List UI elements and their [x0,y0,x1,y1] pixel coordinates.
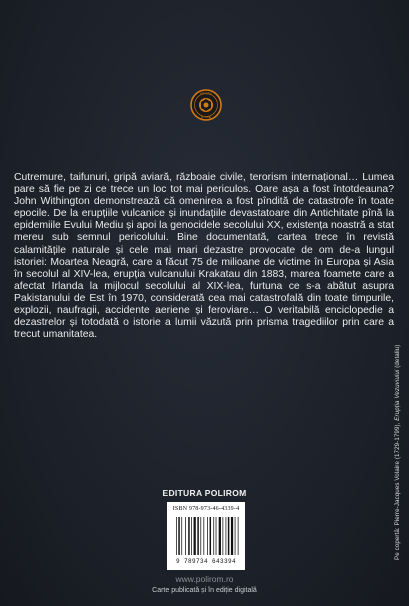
barcode-icon [175,517,239,555]
barcode-panel [167,502,245,570]
credit-suffix: (detaliu) [394,344,401,370]
barcode-digits: 9 789734 643394 [175,558,236,565]
book-description: Cutremure, taifunuri, gripă aviară, războaie civile, terorism internațional… Lumea pare să fie pe zi ce trece un loc tot mai periculos. Oare așa a fost întotdeauna? John Withington demonstrează că omenirea a fost pîndită de catastrofe în toate epocile. De la erupțiile vulcanice și inundațiile devastatoare din Antichitate pînă la epidemiile Evului Mediu și apoi la genocidele secolului XX, existența noastră a stat mereu sub semnul pericolului. Bine documentată, cartea trece în revistă calamitățile naturale și cele mai mari dezastre provocate de om de-a lungul istoriei: Moartea Neagră, care a făcut 75 de milioane de victime în Europa și Asia în secolul al XIV-lea, erupția vulcanului Krakatau din 1883, marea foamete care a afectat Irlanda la mijlocul secolului al XIX-lea, furtuna ce s-a abătut asupra Pakistanului de Est în 1970, considerată cea mai catastrofală din toate timpurile, explozii, naufragii, accidente aeriene și feroviare… O veritabilă enciclopedie a dezastrelor și totodată o istorie a lumii văzută prin prisma tragediilor prin care a trecut umanitatea. [14,172,394,341]
credit-prefix: Pe copertă: Pierre-Jacques Volaire (1729-1799), [394,420,401,560]
artwork-title: Erupția Vezuviului [394,369,401,421]
publisher-name: EDITURA POLIROM [162,488,247,498]
logo-bottom-text: ISTORIE [200,115,212,119]
publisher-website: www.polirom.ro [175,574,234,584]
isbn-number: ISBN 978-973-46-4339-4 [172,506,240,512]
publisher-series-logo-icon [190,89,222,121]
logo-top-text: HISTORIA [199,92,213,96]
cover-art-credit [394,345,401,560]
digital-edition-note: Carte publicată și în ediție digitală [152,587,257,594]
